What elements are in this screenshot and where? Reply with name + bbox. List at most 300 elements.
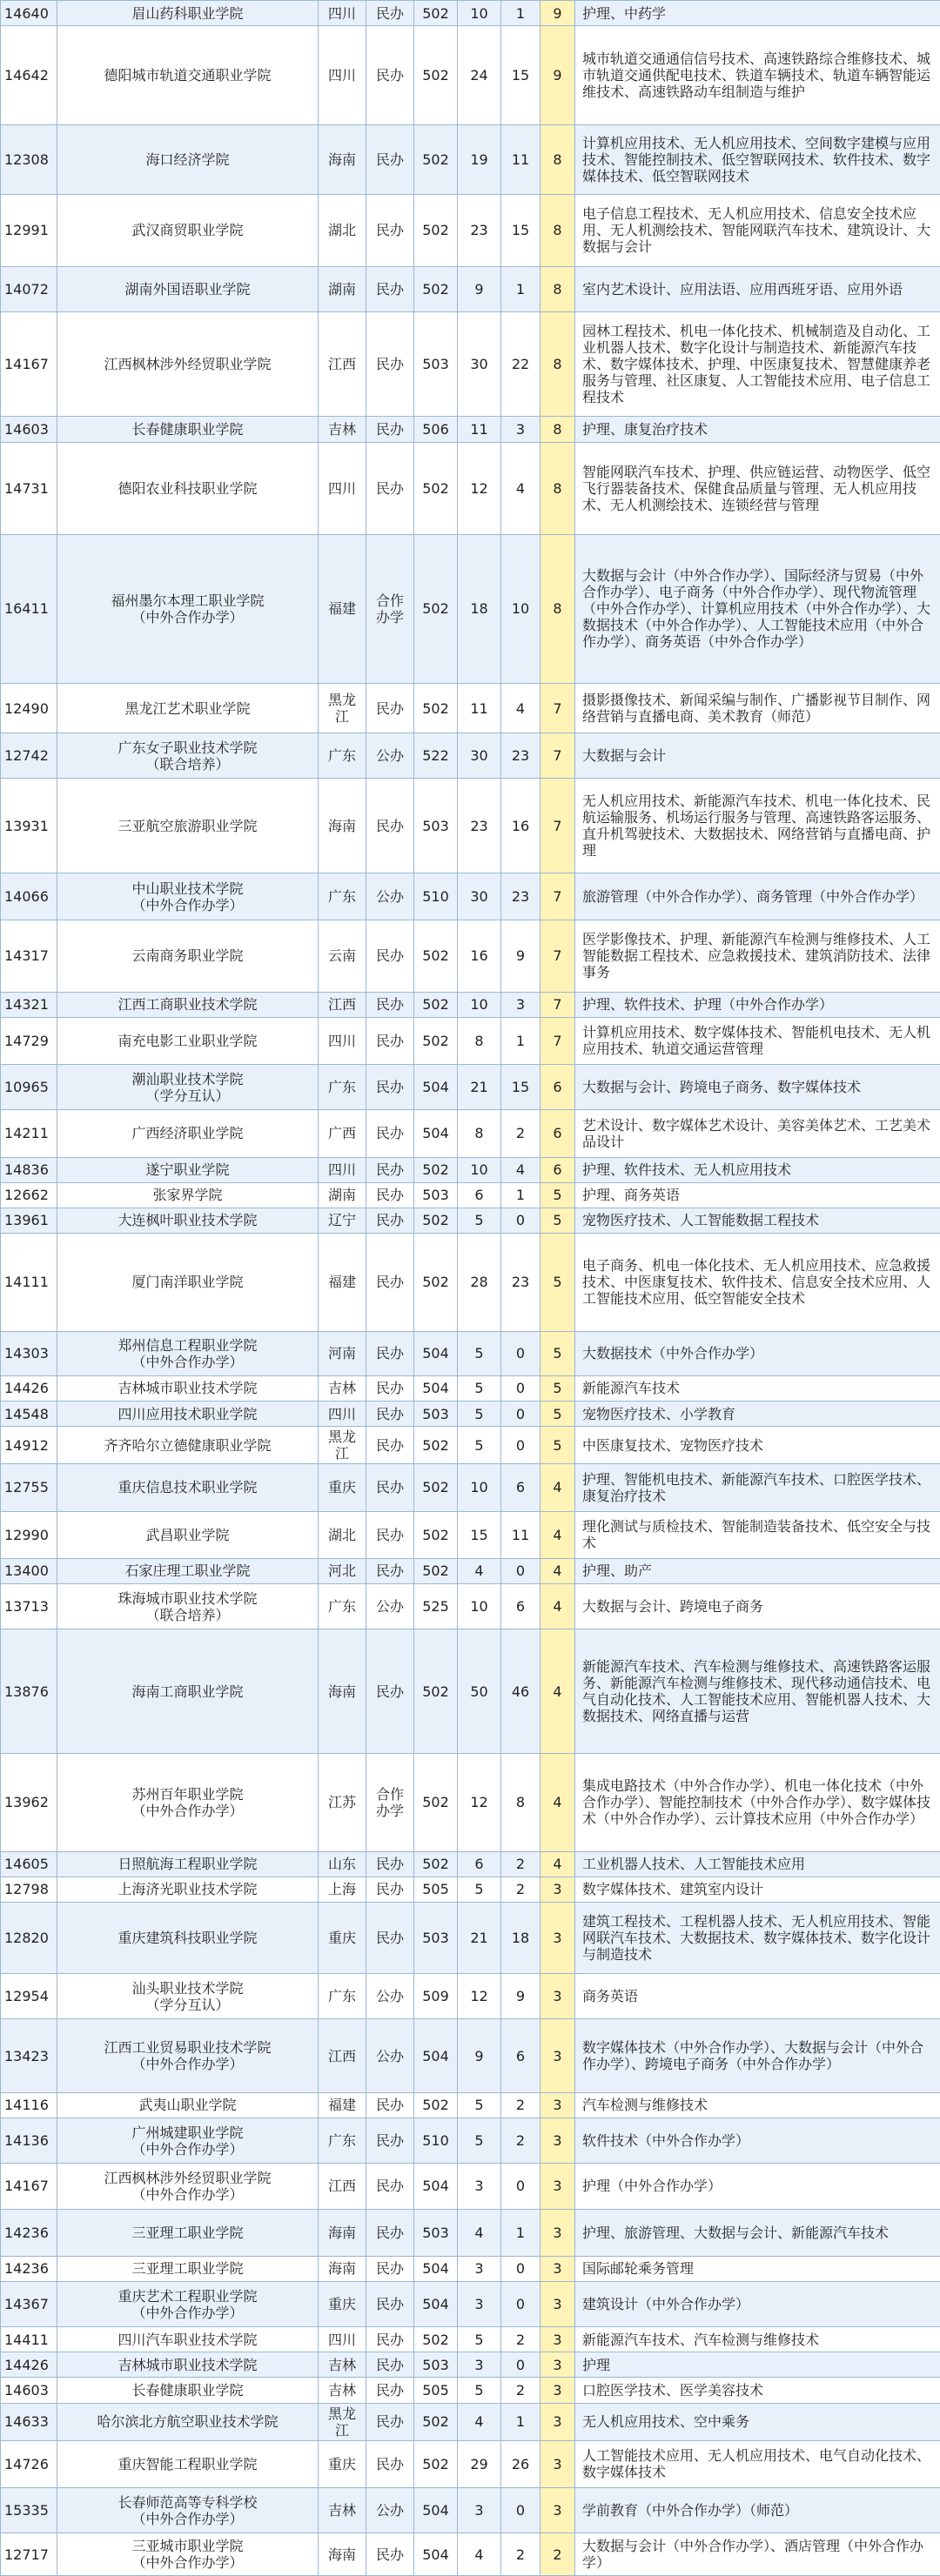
school-name-text: 潮汕职业技术学院 <box>131 1070 244 1087</box>
plan-number-cell: 9 <box>458 2019 501 2092</box>
school-name-cell <box>57 920 319 992</box>
table-row <box>1 26 940 125</box>
group-code-cell: 503 <box>414 2352 458 2378</box>
major-count-cell: 3 <box>540 2092 575 2118</box>
province-cell: 福建 <box>319 2092 366 2118</box>
school-name-text: 吉林城市职业技术学院 <box>118 2356 258 2373</box>
table-row <box>1 779 940 873</box>
majors-list-cell: 计算机应用技术、数字媒体技术、智能机电技术、无人机应用技术、轨道交通运营管理 <box>575 1017 940 1064</box>
province-cell: 黑龙江 <box>319 683 366 733</box>
majors-list-cell: 宠物医疗技术、人工智能数据工程技术 <box>575 1208 940 1233</box>
school-name-text: 长春师范高等专科学校 <box>118 2493 258 2511</box>
majors-list-cell: 护理、中药学 <box>575 1 940 26</box>
major-count-cell: 8 <box>540 417 575 442</box>
school-name-cell <box>57 1182 319 1208</box>
plan-number-cell: 6 <box>458 1182 501 1208</box>
major-count-cell: 4 <box>540 1511 575 1558</box>
remaining-number-cell: 6 <box>501 2019 540 2092</box>
majors-list-cell: 数字媒体技术（中外合作办学）、大数据与会计（中外合作办学）、跨境电子商务（中外合作办学） <box>575 2019 940 2092</box>
group-code-cell: 502 <box>414 1851 458 1877</box>
table-row <box>1 1851 940 1877</box>
school-name-text: 长春健康职业学院 <box>131 2382 244 2399</box>
remaining-number-cell: 1 <box>501 1182 540 1208</box>
table-row <box>1 1017 940 1064</box>
school-type-cell: 民办 <box>366 779 414 873</box>
group-code-cell: 503 <box>414 1902 458 1973</box>
remaining-number-cell: 18 <box>501 1902 540 1973</box>
major-count-cell: 3 <box>540 2352 575 2378</box>
remaining-number-cell: 15 <box>501 1065 540 1110</box>
school-type-cell: 公办 <box>366 2488 414 2533</box>
plan-number-cell: 5 <box>458 2092 501 2118</box>
school-name-cell <box>57 26 319 125</box>
remaining-number-cell: 3 <box>501 417 540 442</box>
school-name-text: 四川应用技术职业学院 <box>118 1405 258 1422</box>
majors-list-cell: 建筑工程技术、工程机器人技术、无人机应用技术、智能网联汽车技术、大数据技术、数字媒体技术、数字化设计与制造技术 <box>575 1902 940 1973</box>
school-name-text: 广州城建职业学院 <box>131 2124 244 2141</box>
remaining-number-cell: 11 <box>501 124 540 194</box>
school-code-cell: 12990 <box>1 1511 57 1558</box>
remaining-number-cell: 22 <box>501 311 540 417</box>
province-cell: 福建 <box>319 1234 366 1332</box>
group-code-cell: 503 <box>414 311 458 417</box>
plan-number-cell: 6 <box>458 1851 501 1877</box>
majors-list-cell: 艺术设计、数字媒体艺术设计、美容美体艺术、工艺美术品设计 <box>575 1110 940 1157</box>
plan-number-cell: 4 <box>458 2209 501 2256</box>
province-cell: 海南 <box>319 1629 366 1754</box>
majors-list-cell: 智能网联汽车技术、护理、供应链运营、动物医学、低空飞行器装备技术、保健食品质量与管理、无人机应用技术、无人机测绘技术、连锁经营与管理 <box>575 442 940 535</box>
majors-list-cell: 大数据与会计、跨境电子商务、数字媒体技术 <box>575 1065 940 1110</box>
school-code-cell: 14642 <box>1 26 57 125</box>
group-code-cell: 502 <box>414 1017 458 1064</box>
remaining-number-cell: 0 <box>501 1427 540 1464</box>
majors-list-cell: 国际邮轮乘务管理 <box>575 2256 940 2281</box>
remaining-number-cell: 9 <box>501 1974 540 2019</box>
major-count-cell: 5 <box>540 1331 575 1375</box>
school-type-cell: 民办 <box>366 2256 414 2281</box>
school-code-cell: 14731 <box>1 442 57 535</box>
province-cell: 四川 <box>319 1157 366 1182</box>
school-name-text: 郑州信息工程职业学院 <box>118 1336 258 1354</box>
school-code-cell: 13713 <box>1 1583 57 1629</box>
school-name-cell <box>57 2403 319 2440</box>
school-name-text: 江西枫林涉外经贸职业学院 <box>104 356 272 373</box>
school-note-text: （学分互认） <box>145 1087 230 1104</box>
province-cell: 四川 <box>319 1017 366 1064</box>
province-cell: 江西 <box>319 2019 366 2092</box>
table-row <box>1 124 940 194</box>
school-type-cell: 民办 <box>366 1401 414 1426</box>
school-name-text: 广东女子职业技术学院 <box>118 739 258 756</box>
plan-number-cell: 30 <box>458 873 501 920</box>
remaining-number-cell: 0 <box>501 1375 540 1401</box>
province-cell: 重庆 <box>319 1902 366 1973</box>
plan-number-cell: 50 <box>458 1629 501 1754</box>
school-name-text: 德阳城市轨道交通职业学院 <box>104 66 272 84</box>
school-type-cell: 民办 <box>366 124 414 194</box>
province-cell: 吉林 <box>319 2378 366 2403</box>
school-name-text: 广西经济职业学院 <box>131 1125 244 1142</box>
province-cell: 四川 <box>319 442 366 535</box>
province-cell: 广东 <box>319 873 366 920</box>
major-count-cell: 8 <box>540 124 575 194</box>
school-type-cell: 民办 <box>366 1375 414 1401</box>
province-cell: 湖南 <box>319 266 366 311</box>
school-name-text: 重庆建筑科技职业学院 <box>118 1930 258 1946</box>
school-code-cell: 13876 <box>1 1629 57 1754</box>
school-type-cell: 民办 <box>366 2281 414 2326</box>
table-row <box>1 1902 940 1973</box>
table-row <box>1 1753 940 1851</box>
school-name-text: 海南工商职业学院 <box>131 1683 244 1700</box>
school-code-cell: 14321 <box>1 992 57 1017</box>
school-code-cell: 14912 <box>1 1427 57 1464</box>
school-name-cell <box>57 1511 319 1558</box>
school-name-text: 厦门南洋职业学院 <box>131 1274 244 1291</box>
school-code-cell: 14605 <box>1 1851 57 1877</box>
remaining-number-cell: 0 <box>501 2281 540 2326</box>
table-row <box>1 535 940 684</box>
majors-list-cell: 理化测试与质检技术、智能制造装备技术、低空安全与技术 <box>575 1511 940 1558</box>
table-row <box>1 1877 940 1902</box>
table-row <box>1 1110 940 1157</box>
majors-list-cell: 大数据与会计 <box>575 733 940 779</box>
school-note-text: （中外合作办学） <box>131 2056 244 2073</box>
group-code-cell: 502 <box>414 1157 458 1182</box>
group-code-cell: 502 <box>414 1427 458 1464</box>
table-row <box>1 2281 940 2326</box>
table-row <box>1 1629 940 1754</box>
group-code-cell: 502 <box>414 1511 458 1558</box>
school-code-cell: 14640 <box>1 1 57 26</box>
major-count-cell: 3 <box>540 2440 575 2487</box>
major-count-cell: 5 <box>540 1208 575 1233</box>
majors-list-cell: 园林工程技术、机电一体化技术、机械制造及自动化、工业机器人技术、数字化设计与制造技术、新能源汽车技术、数字媒体技术、护理、中医康复技术、智慧健康养老服务与管理、社区康复、人工智能技术应用、电子信息工程技术 <box>575 311 940 417</box>
school-code-cell: 13423 <box>1 2019 57 2092</box>
remaining-number-cell: 15 <box>501 26 540 125</box>
majors-list-cell: 无人机应用技术、新能源汽车技术、机电一体化技术、民航运输服务、机场运行服务与管理、高速铁路客运服务、直升机驾驶技术、大数据技术、网络营销与直播电商、护理 <box>575 779 940 873</box>
school-code-cell: 12490 <box>1 683 57 733</box>
table-row <box>1 195 940 266</box>
school-code-cell: 14633 <box>1 2403 57 2440</box>
plan-number-cell: 5 <box>458 1401 501 1426</box>
school-code-cell: 12742 <box>1 733 57 779</box>
school-type-cell: 民办 <box>366 992 414 1017</box>
province-cell: 辽宁 <box>319 1208 366 1233</box>
majors-list-cell: 护理、商务英语 <box>575 1182 940 1208</box>
plan-number-cell: 18 <box>458 535 501 684</box>
school-code-cell: 14726 <box>1 2440 57 2487</box>
table-row <box>1 1401 940 1426</box>
province-cell: 重庆 <box>319 2281 366 2326</box>
remaining-number-cell: 11 <box>501 1511 540 1558</box>
group-code-cell: 522 <box>414 733 458 779</box>
school-note-text: （中外合作办学） <box>131 2185 244 2203</box>
school-type-cell: 民办 <box>366 2352 414 2378</box>
school-type-cell: 公办 <box>366 733 414 779</box>
table-row <box>1 2352 940 2378</box>
school-name-text: 三亚航空旅游职业学院 <box>118 817 258 834</box>
school-name-text: 重庆信息技术职业学院 <box>118 1479 258 1496</box>
school-type-cell: 民办 <box>366 1427 414 1464</box>
remaining-number-cell: 0 <box>501 2488 540 2533</box>
school-name-cell <box>57 1753 319 1851</box>
major-count-cell: 3 <box>540 2019 575 2092</box>
table-row <box>1 1583 940 1629</box>
school-name-cell <box>57 535 319 684</box>
group-code-cell: 525 <box>414 1583 458 1629</box>
province-cell: 吉林 <box>319 417 366 442</box>
plan-number-cell: 4 <box>458 2403 501 2440</box>
table-row <box>1 1511 940 1558</box>
school-code-cell: 13962 <box>1 1753 57 1851</box>
major-count-cell: 8 <box>540 311 575 417</box>
plan-number-cell: 24 <box>458 26 501 125</box>
major-count-cell: 3 <box>540 2118 575 2164</box>
majors-list-cell: 大数据与会计（中外合作办学）、国际经济与贸易（中外合作办学）、电子商务（中外合作办学）、现代物流管理（中外合作办学）、计算机应用技术（中外合作办学）、大数据技术（中外合作办学）、人工智能技术应用（中外合作办学）、商务英语（中外合作办学） <box>575 535 940 684</box>
school-name-cell <box>57 417 319 442</box>
province-cell: 上海 <box>319 1877 366 1902</box>
major-count-cell: 3 <box>540 1902 575 1973</box>
remaining-number-cell: 8 <box>501 1753 540 1851</box>
school-name-cell <box>57 2209 319 2256</box>
school-name-text: 中山职业技术学院 <box>131 880 244 897</box>
school-name-text: 重庆艺术工程职业学院 <box>118 2287 258 2305</box>
school-name-text: 三亚城市职业学院 <box>131 2538 244 2555</box>
school-code-cell: 14367 <box>1 2281 57 2326</box>
majors-list-cell: 医学影像技术、护理、新能源汽车检测与维修技术、人工智能数据工程技术、应急救援技术、建筑消防技术、法律事务 <box>575 920 940 992</box>
school-name-text: 江西工业贸易职业技术学院 <box>104 2039 272 2057</box>
table-row <box>1 2256 940 2281</box>
remaining-number-cell: 2 <box>501 1851 540 1877</box>
school-type-cell: 民办 <box>366 195 414 266</box>
school-name-text: 遂宁职业学院 <box>145 1161 230 1179</box>
plan-number-cell: 10 <box>458 1583 501 1629</box>
school-code-cell: 12308 <box>1 124 57 194</box>
province-cell: 河北 <box>319 1558 366 1583</box>
plan-number-cell: 12 <box>458 1753 501 1851</box>
table-row <box>1 1558 940 1583</box>
school-code-cell: 12991 <box>1 195 57 266</box>
school-code-cell: 14603 <box>1 2378 57 2403</box>
school-name-cell <box>57 873 319 920</box>
school-code-cell: 15335 <box>1 2488 57 2533</box>
plan-number-cell: 3 <box>458 2281 501 2326</box>
plan-number-cell: 10 <box>458 1464 501 1511</box>
province-cell: 广东 <box>319 1065 366 1110</box>
remaining-number-cell: 16 <box>501 779 540 873</box>
table-row <box>1 442 940 535</box>
major-count-cell: 6 <box>540 1110 575 1157</box>
majors-list-cell: 护理、康复治疗技术 <box>575 417 940 442</box>
plan-number-cell: 3 <box>458 2352 501 2378</box>
school-name-text: 长春健康职业学院 <box>131 420 244 438</box>
school-type-cell: 民办 <box>366 2118 414 2164</box>
plan-number-cell: 15 <box>458 1511 501 1558</box>
school-note-text: （中外合作办学） <box>131 2554 244 2572</box>
majors-list-cell: 汽车检测与维修技术 <box>575 2092 940 2118</box>
group-code-cell: 505 <box>414 1877 458 1902</box>
group-code-cell: 503 <box>414 2209 458 2256</box>
major-count-cell: 4 <box>540 1464 575 1511</box>
remaining-number-cell: 23 <box>501 873 540 920</box>
major-count-cell: 3 <box>540 2256 575 2281</box>
plan-number-cell: 5 <box>458 1427 501 1464</box>
major-count-cell: 3 <box>540 2281 575 2326</box>
major-count-cell: 8 <box>540 266 575 311</box>
school-name-cell <box>57 1464 319 1511</box>
school-name-text: 海口经济学院 <box>145 151 230 168</box>
school-type-cell: 公办 <box>366 873 414 920</box>
school-code-cell: 14548 <box>1 1401 57 1426</box>
school-name-cell <box>57 1 319 26</box>
school-name-cell <box>57 2164 319 2209</box>
school-name-text: 南充电影工业职业学院 <box>118 1032 258 1049</box>
plan-number-cell: 21 <box>458 1902 501 1973</box>
table-row <box>1 2403 940 2440</box>
school-note-text: （中外合作办学） <box>131 1802 244 1819</box>
school-code-cell: 14116 <box>1 2092 57 2118</box>
group-code-cell: 502 <box>414 683 458 733</box>
table-row <box>1 311 940 417</box>
school-name-cell <box>57 442 319 535</box>
school-name-cell <box>57 992 319 1017</box>
group-code-cell: 503 <box>414 1182 458 1208</box>
remaining-number-cell: 23 <box>501 1234 540 1332</box>
majors-list-cell: 无人机应用技术、空中乘务 <box>575 2403 940 2440</box>
school-code-cell: 14111 <box>1 1234 57 1332</box>
majors-list-cell: 护理（中外合作办学） <box>575 2164 940 2209</box>
school-type-cell: 民办 <box>366 1629 414 1754</box>
school-name-cell <box>57 2327 319 2352</box>
plan-number-cell: 10 <box>458 1157 501 1182</box>
table-row <box>1 1065 940 1110</box>
major-count-cell: 7 <box>540 733 575 779</box>
table-row <box>1 1157 940 1182</box>
group-code-cell: 504 <box>414 2164 458 2209</box>
school-name-text: 汕头职业技术学院 <box>131 1979 244 1997</box>
school-code-cell: 13931 <box>1 779 57 873</box>
school-type-cell: 民办 <box>366 266 414 311</box>
school-name-cell <box>57 2378 319 2403</box>
group-code-cell: 502 <box>414 535 458 684</box>
school-code-cell: 14236 <box>1 2209 57 2256</box>
major-count-cell: 2 <box>540 2533 575 2576</box>
majors-list-cell: 新能源汽车技术、汽车检测与维修技术、高速铁路客运服务、新能源汽车检测与维修技术、现代移动通信技术、电气自动化技术、人工智能技术应用、智能机器人技术、大数据技术、网络直播与运营 <box>575 1629 940 1754</box>
plan-number-cell: 23 <box>458 195 501 266</box>
school-type-cell: 民办 <box>366 1511 414 1558</box>
major-count-cell: 5 <box>540 1401 575 1426</box>
remaining-number-cell: 2 <box>501 2092 540 2118</box>
school-name-text: 三亚理工职业学院 <box>131 2224 244 2241</box>
major-count-cell: 9 <box>540 1 575 26</box>
school-code-cell: 14836 <box>1 1157 57 1182</box>
school-name-text: 日照航海工程职业学院 <box>118 1856 258 1873</box>
majors-list-cell: 室内艺术设计、应用法语、应用西班牙语、应用外语 <box>575 266 940 311</box>
group-code-cell: 503 <box>414 1401 458 1426</box>
table-row <box>1 2019 940 2092</box>
plan-number-cell: 12 <box>458 1974 501 2019</box>
group-code-cell: 504 <box>414 2281 458 2326</box>
school-code-cell: 12954 <box>1 1974 57 2019</box>
school-note-text: （中外合作办学） <box>131 2140 244 2158</box>
school-name-cell <box>57 2281 319 2326</box>
school-note-text: （中外合作办学） <box>131 1353 244 1370</box>
school-type-cell: 公办 <box>366 2019 414 2092</box>
school-type-cell: 民办 <box>366 1851 414 1877</box>
province-cell: 广东 <box>319 1583 366 1629</box>
school-name-text: 重庆智能工程职业学院 <box>118 2455 258 2472</box>
province-cell: 广西 <box>319 1110 366 1157</box>
school-type-cell: 民办 <box>366 1558 414 1583</box>
majors-list-cell: 护理、智能机电技术、新能源汽车技术、口腔医学技术、康复治疗技术 <box>575 1464 940 1511</box>
table-row <box>1 1208 940 1233</box>
school-name-cell <box>57 195 319 266</box>
school-type-cell: 民办 <box>366 1331 414 1375</box>
school-name-text: 哈尔滨北方航空职业技术学院 <box>97 2413 279 2431</box>
major-count-cell: 4 <box>540 1753 575 1851</box>
school-name-text: 江西枫林涉外经贸职业学院 <box>104 2169 272 2186</box>
major-count-cell: 3 <box>540 2378 575 2403</box>
table-row <box>1 1464 940 1511</box>
school-name-cell <box>57 1234 319 1332</box>
school-name-text: 四川汽车职业技术学院 <box>118 2331 258 2348</box>
plan-number-cell: 5 <box>458 2118 501 2164</box>
school-name-cell <box>57 2118 319 2164</box>
school-name-text: 武汉商贸职业学院 <box>131 222 244 239</box>
school-name-cell <box>57 1902 319 1973</box>
school-type-cell: 民办 <box>366 2378 414 2403</box>
group-code-cell: 502 <box>414 1629 458 1754</box>
plan-number-cell: 3 <box>458 2164 501 2209</box>
school-note-text: （中外合作办学） <box>131 608 244 626</box>
table-row <box>1 992 940 1017</box>
plan-number-cell: 23 <box>458 779 501 873</box>
school-note-text: （联合培养） <box>145 1606 230 1623</box>
school-type-cell: 合作办学 <box>366 535 414 684</box>
table-row <box>1 1182 940 1208</box>
plan-number-cell: 3 <box>458 2488 501 2533</box>
major-count-cell: 5 <box>540 1234 575 1332</box>
plan-number-cell: 4 <box>458 2533 501 2576</box>
group-code-cell: 502 <box>414 442 458 535</box>
group-code-cell: 504 <box>414 1065 458 1110</box>
major-count-cell: 4 <box>540 1583 575 1629</box>
province-cell: 重庆 <box>319 1464 366 1511</box>
plan-number-cell: 11 <box>458 683 501 733</box>
majors-list-cell: 宠物医疗技术、小学教育 <box>575 1401 940 1426</box>
table-body <box>1 1 940 2576</box>
remaining-number-cell: 4 <box>501 442 540 535</box>
table-row <box>1 1331 940 1375</box>
school-name-text: 石家庄理工职业学院 <box>124 1562 251 1580</box>
plan-number-cell: 30 <box>458 733 501 779</box>
table-row <box>1 417 940 442</box>
group-code-cell: 510 <box>414 873 458 920</box>
school-type-cell: 民办 <box>366 2092 414 2118</box>
province-cell: 四川 <box>319 1401 366 1426</box>
school-code-cell: 16411 <box>1 535 57 684</box>
group-code-cell: 504 <box>414 2488 458 2533</box>
school-code-cell: 14236 <box>1 2256 57 2281</box>
plan-number-cell: 19 <box>458 124 501 194</box>
school-note-text: （中外合作办学） <box>131 2510 244 2527</box>
school-code-cell: 10965 <box>1 1065 57 1110</box>
province-cell: 江西 <box>319 2164 366 2209</box>
majors-list-cell: 大数据技术（中外合作办学） <box>575 1331 940 1375</box>
school-type-cell: 民办 <box>366 1017 414 1064</box>
major-count-cell: 3 <box>540 2327 575 2352</box>
